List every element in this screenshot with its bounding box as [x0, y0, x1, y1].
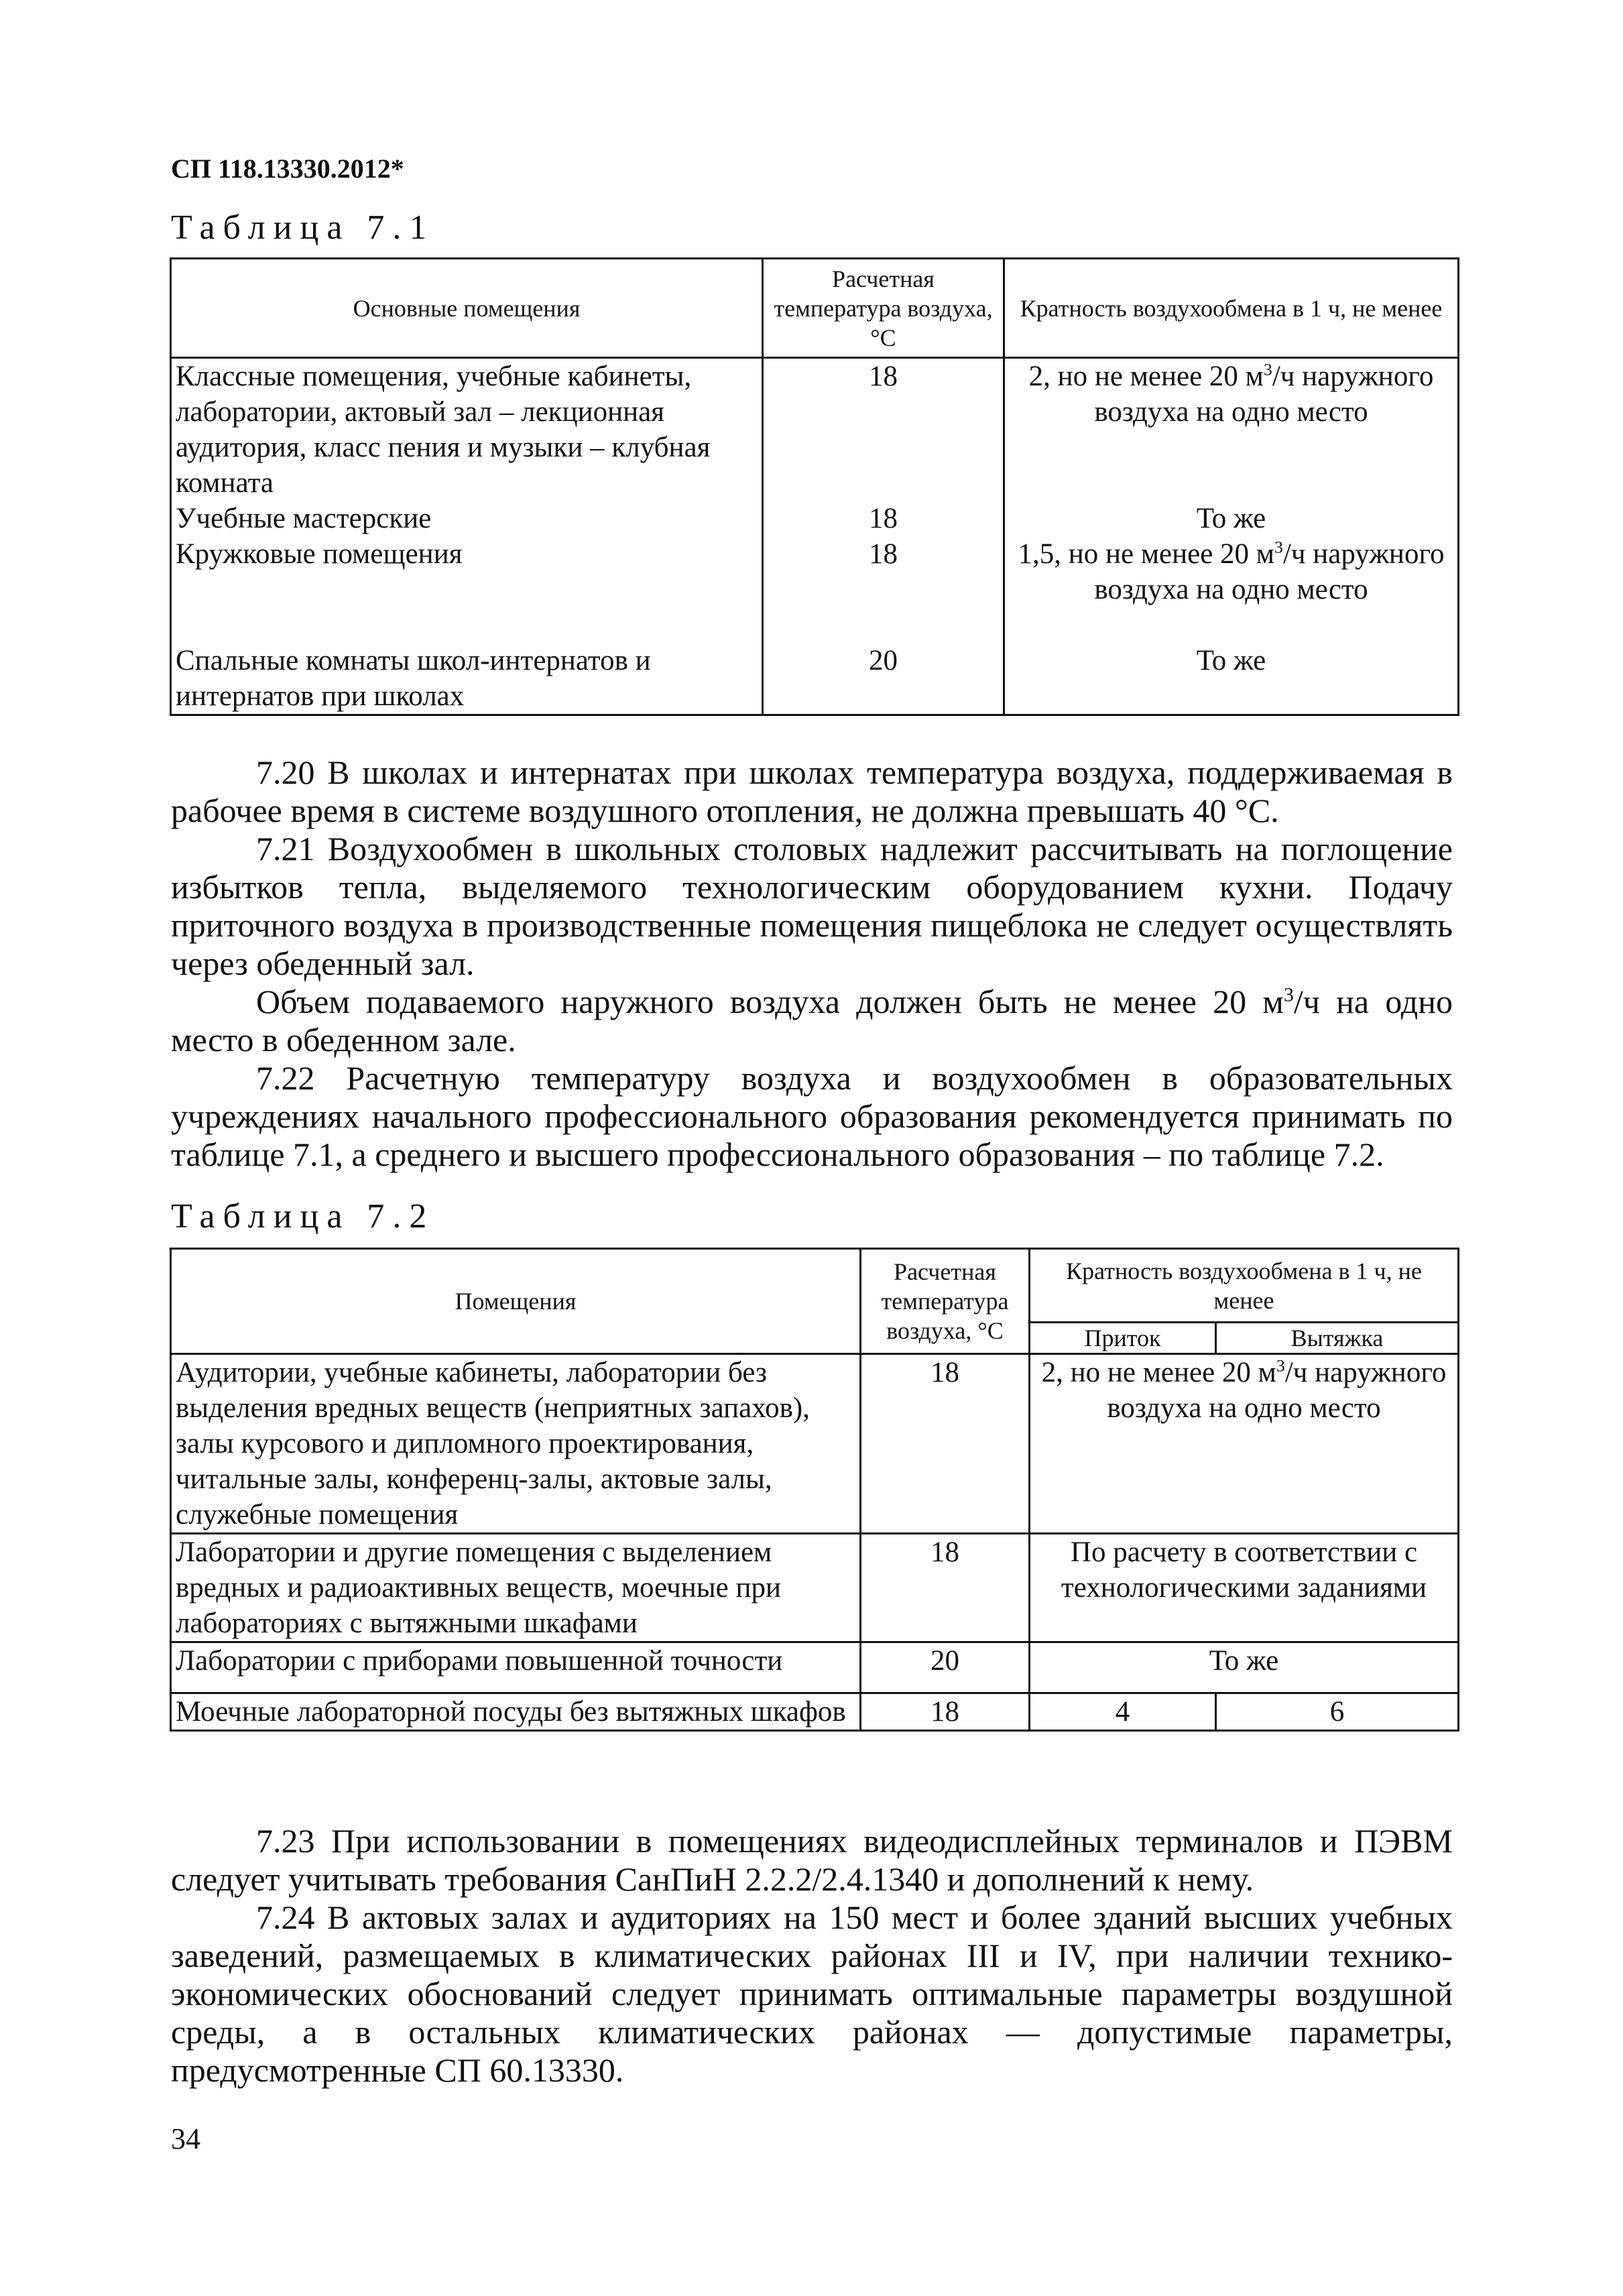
paragraph-7-20: 7.20 В школах и интернатах при школах температура воздуха, поддерживаемая в рабочее время в системе воздушного отопления, не должна превышать 40 °С.: [171, 753, 1453, 829]
room-name: Спальные комнаты школ-интернатов и интернатов при школах: [171, 643, 763, 715]
paragraph-7-24: 7.24 В актовых залах и аудиториях на 150 мест и более зданий высших учебных заведений, размещаемых в климатических районах III и IV, при наличии технико-экономических обоснований следует принимать оптимальные параметры воздушной среды, а в остальных климатических районах — допустимые параметры, предусмотренные СП 60.13330.: [171, 1898, 1453, 2089]
temperature-value: 18: [861, 1354, 1030, 1534]
table-7-1-caption: Таблица 7.1: [171, 208, 435, 247]
table-row: [171, 358, 1459, 501]
room-name: Моечные лабораторной посуды без вытяжных шкафов: [171, 1693, 861, 1731]
room-name: Классные помещения, учебные кабинеты, лаборатории, актовый зал – лекционная аудитория, класс пения и музыки – клубная комната: [171, 358, 763, 501]
temperature-value: 18: [861, 1534, 1030, 1642]
table-7-2-header-rooms: Помещения: [171, 1249, 861, 1354]
temperature-value: 18: [763, 358, 1004, 501]
air-exchange-rate: То же: [1030, 1642, 1459, 1693]
exhaust-rate: 6: [1216, 1693, 1459, 1731]
table-row: [171, 536, 1459, 643]
room-name: Учебные мастерские: [171, 501, 763, 536]
section-7-20-7-22: [171, 753, 1453, 1174]
table-7-2-header-exhaust: Вытяжка: [1216, 1323, 1459, 1354]
supply-rate: 4: [1030, 1693, 1216, 1731]
temperature-value: 18: [763, 536, 1004, 643]
room-name: Аудитории, учебные кабинеты, лаборатории без выделения вредных веществ (неприятных запахов), залы курсового и дипломного проектирования, читальные залы, конференц-залы, актовые залы, служебные помещения: [171, 1354, 861, 1534]
page-number: 34: [171, 2122, 200, 2155]
temperature-value: 18: [861, 1693, 1030, 1731]
paragraph-outdoor-air-volume: Объем подаваемого наружного воздуха должен быть не менее 20 $м^3/ч$ на одно место в обеденном зале.: [171, 983, 1453, 1059]
table-7-1-header-air-exchange: Кратность воздухообмена в 1 ч, не менее: [1004, 259, 1459, 358]
air-exchange-rate: То же: [1004, 501, 1459, 536]
table-row: [171, 1693, 1459, 1731]
section-7-23-7-24: [171, 1822, 1453, 2090]
table-7-2-caption: Таблица 7.2: [171, 1197, 435, 1235]
temperature-value: 20: [763, 643, 1004, 715]
table-row: [171, 643, 1459, 715]
table-7-2: [170, 1248, 1459, 1732]
table-7-1: [170, 257, 1459, 716]
table-row: [171, 1354, 1459, 1534]
air-exchange-rate: По расчету в соответствии с технологическими заданиями: [1030, 1534, 1459, 1642]
room-name: Лаборатории с приборами повышенной точности: [171, 1642, 861, 1693]
table-row: [171, 501, 1459, 536]
document-code: СП 118.13330.2012*: [171, 154, 404, 184]
temperature-value: 20: [861, 1642, 1030, 1693]
table-7-1-header-rooms: Основные помещения: [171, 259, 763, 358]
table-7-2-header-air-exchange: Кратность воздухообмена в 1 ч, не менее: [1030, 1249, 1459, 1323]
temperature-value: 18: [763, 501, 1004, 536]
air-exchange-rate: 1,5, но не менее 20 $м^3/ч$ наружного воздуха на одно место: [1004, 536, 1459, 643]
room-name: Кружковые помещения: [171, 536, 763, 643]
paragraph-7-21: 7.21 Воздухообмен в школьных столовых надлежит рассчитывать на поглощение избытков тепла, выделяемого технологическим оборудованием кухни. Подачу приточного воздуха в производственные помещения пищеблока не следует осуществлять через обеденный зал.: [171, 830, 1453, 982]
table-7-2-header-supply: Приток: [1030, 1323, 1216, 1354]
air-exchange-rate: 2, но не менее 20 $м^3/ч$ наружного воздуха на одно место: [1004, 358, 1459, 501]
table-row: [171, 1534, 1459, 1642]
table-7-1-header-temperature: Расчетная температура воздуха, °С: [763, 259, 1004, 358]
room-name: Лаборатории и другие помещения с выделением вредных и радиоактивных веществ, моечные при лабораториях с вытяжными шкафами: [171, 1534, 861, 1642]
paragraph-7-23: 7.23 При использовании в помещениях видеодисплейных терминалов и ПЭВМ следует учитывать требования СанПиН 2.2.2/2.4.1340 и дополнений к нему.: [171, 1822, 1453, 1898]
air-exchange-rate: То же: [1004, 643, 1459, 715]
table-7-2-header-temperature: Расчетная температура воздуха, °С: [861, 1249, 1030, 1354]
table-row: [171, 1642, 1459, 1693]
air-exchange-rate: 2, но не менее 20 $м^3/ч$ наружного воздуха на одно место: [1030, 1354, 1459, 1534]
paragraph-7-22: 7.22 Расчетную температуру воздуха и воздухообмен в образовательных учреждениях начального профессионального образования рекомендуется принимать по таблице 7.1, а среднего и высшего профессионального образования – по таблице 7.2.: [171, 1059, 1453, 1173]
